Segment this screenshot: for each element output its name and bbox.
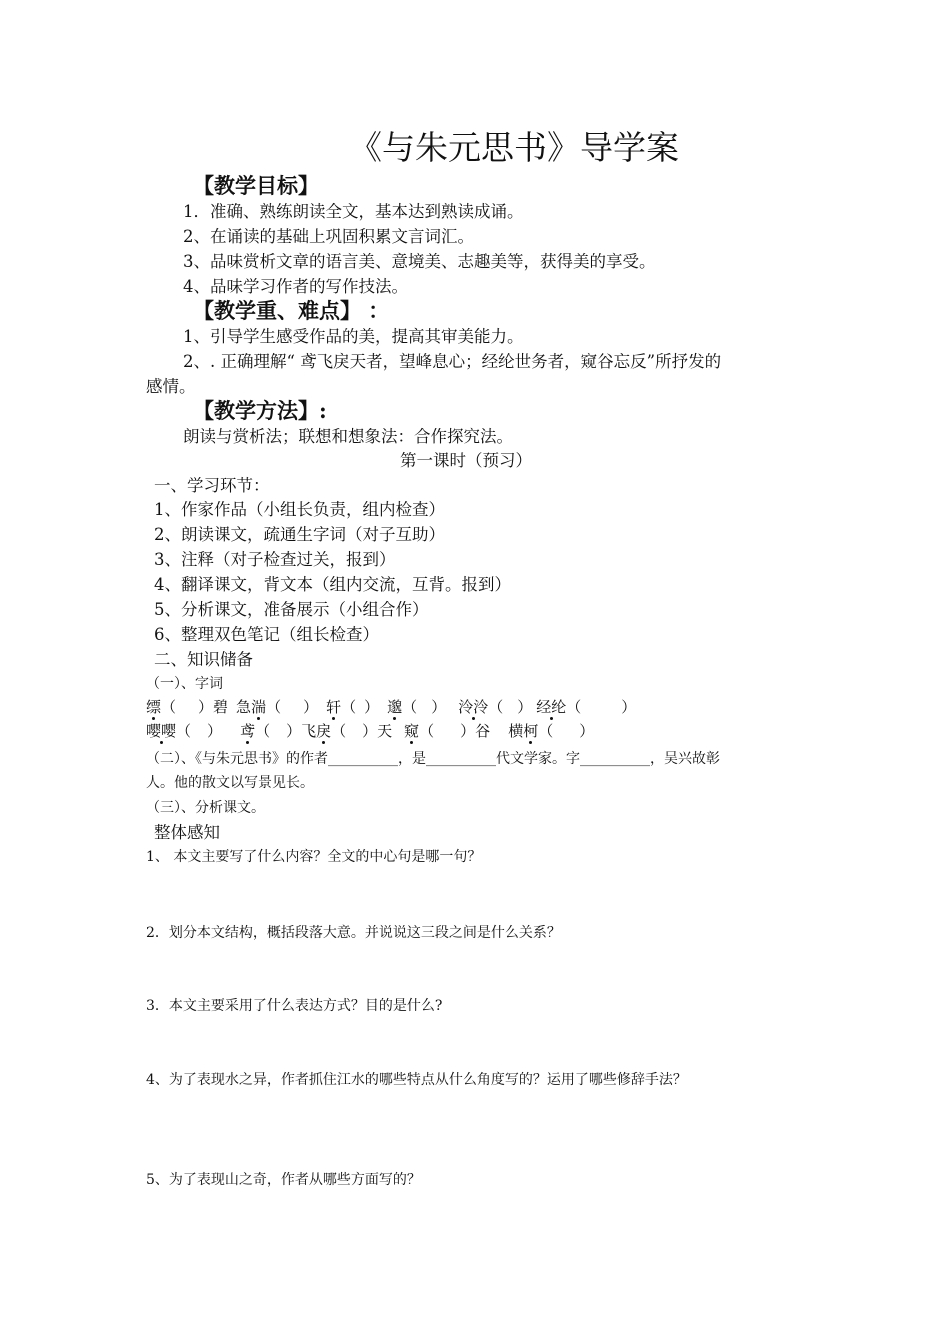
vocab-char: 轩 [326, 698, 342, 716]
keypoint-item-continued: 感情。 [146, 377, 196, 396]
vocab-char: 戾 [316, 722, 332, 740]
question-item: 2．划分本文结构，概括段落大意。并说说这三段之间是什么关系？ [146, 925, 561, 941]
question-item: 5、为了表现山之奇，作者从哪些方面写的？ [146, 1172, 421, 1188]
vocab-char: 嘤嘤 [146, 722, 177, 740]
goal-item: 3、品味赏析文章的语言美、意境美、志趣美等，获得美的享受。 [183, 252, 656, 271]
analysis-subheading: （三）、分析课文。 [146, 800, 265, 816]
vocab-line-1: 缥（ ）碧 急湍（ ） 轩（ ） 邈（ ） 泠泠（ ） 经纶（ ） [146, 698, 637, 716]
page-title: 《与朱元思书》导学案 [349, 128, 679, 167]
methods-text: 朗读与赏析法；联想和想象法：合作探究法。 [183, 427, 513, 446]
step-item: 5、分析课文，准备展示（小组合作） [154, 600, 429, 619]
lesson-title: 第一课时（预习） [400, 451, 532, 470]
question-item: 1、 本文主要写了什么内容？全文的中心句是哪一句？ [146, 849, 482, 865]
step-item: 6、整理双色笔记（组长检查） [154, 625, 379, 644]
vocab-char: 窥 [404, 722, 420, 740]
vocab-char: 经纶 [536, 698, 567, 716]
vocab-char: 缥 [146, 698, 162, 716]
knowledge-heading: 二、知识储备 [154, 650, 253, 669]
keypoints-heading: 【教学重、难点】 ： [193, 298, 390, 323]
goals-heading: 【教学目标】 [193, 173, 319, 198]
question-item: 4、为了表现水之异，作者抓住江水的哪些特点从什么角度写的？运用了哪些修辞手法？ [146, 1072, 687, 1088]
question-item: 3．本文主要采用了什么表达方式？目的是什么? [146, 998, 443, 1014]
goal-item: 4、品味学习作者的写作技法。 [183, 277, 408, 296]
vocab-char: 泠泠 [458, 698, 489, 716]
step-item: 4、翻译课文，背文本（组内交流，互背。报到） [154, 575, 511, 594]
vocab-char: 柯 [523, 722, 539, 740]
goal-item: 2、在诵读的基础上巩固积累文言词汇。 [183, 227, 474, 246]
author-fill-line-1: （二）、《与朱元思书》的作者__________，是__________代文学家。字__________，吴兴故彰 [146, 751, 720, 767]
goal-item: 1．准确、熟练朗读全文，基本达到熟读成诵。 [183, 202, 524, 221]
vocab-char: 湍 [251, 698, 267, 716]
keypoint-item: 1、引导学生感受作品的美，提高其审美能力。 [183, 327, 524, 346]
step-item: 3、注释（对子检查过关，报到） [154, 550, 396, 569]
step-item: 1、作家作品（小组长负责，组内检查） [154, 500, 445, 519]
overview-heading: 整体感知 [154, 823, 220, 842]
keypoint-item: 2、. 正确理解“ 鸢飞戾天者，望峰息心；经纶世务者，窥谷忘反”所抒发的 [183, 352, 722, 371]
methods-heading: 【教学方法】: [193, 398, 327, 423]
author-fill-line-2: 人。他的散文以写景见长。 [146, 775, 314, 791]
step-item: 2、朗读课文，疏通生字词（对子互助） [154, 525, 445, 544]
vocab-line-2: 嘤嘤（ ） 鸢（ ）飞戾（ ）天 窥（ ）谷 横柯（ ） [146, 722, 595, 740]
vocab-subheading: （一）、字词 [146, 676, 223, 692]
steps-heading: 一、学习环节： [154, 476, 270, 495]
vocab-char: 鸢 [240, 722, 256, 740]
vocab-char: 邈 [387, 698, 403, 716]
